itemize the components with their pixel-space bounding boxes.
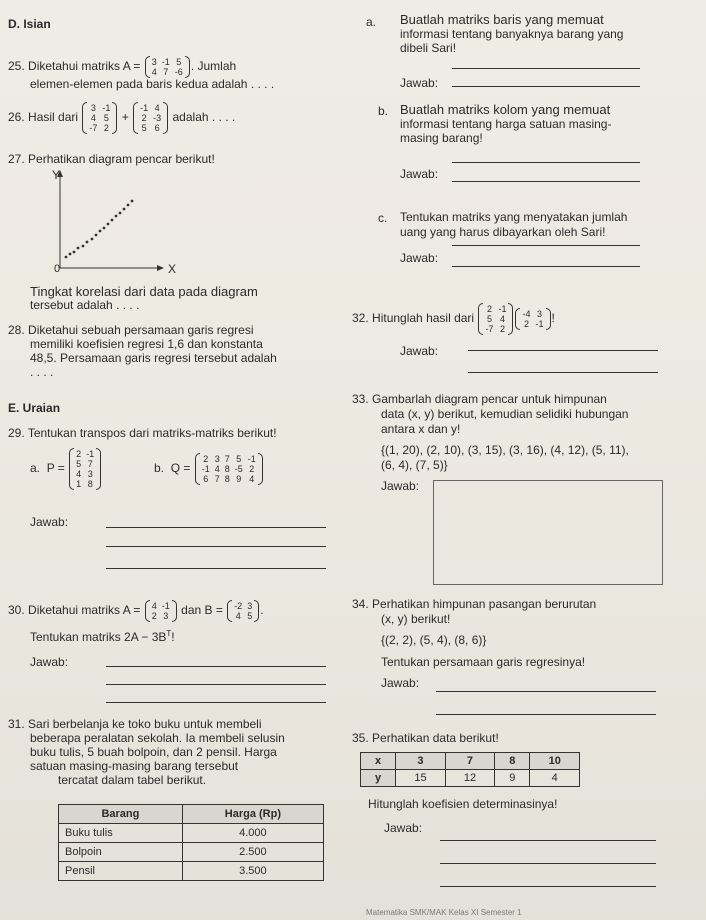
matrix-entry: -2 — [234, 601, 243, 611]
question-33: 33. Gambarlah diagram pencar untuk himpunan — [352, 392, 607, 406]
matrix-entry: 3 — [151, 57, 157, 67]
question-31: 31. Sari berbelanja ke toko buku untuk membeli — [8, 717, 262, 731]
question-34-line2: (x, y) berikut! — [381, 612, 451, 626]
jawab-label-34: Jawab: — [381, 676, 420, 690]
matrix-bracket-right — [258, 453, 263, 485]
cell-y: 9 — [495, 770, 530, 787]
data-table-35 — [360, 752, 580, 787]
question-32: 32. Hitunglah hasil dari 2 -1 5 4 -7 2 -4 3 2 -1 ! — [352, 304, 555, 334]
table-row — [59, 824, 324, 843]
jawab-label-35: Jawab: — [384, 821, 423, 835]
cell-item: Pensil — [59, 862, 183, 881]
question-31-line3: buku tulis, 5 buah bolpoin, dan 2 pensil. Harga — [30, 745, 277, 759]
jawab-label-c: Jawab: — [400, 251, 439, 265]
matrix-2-q32 — [515, 308, 550, 330]
matrix-bracket-right — [172, 600, 177, 622]
matrix-entry: 2 — [249, 464, 255, 474]
matrix-entry: 5 — [236, 454, 242, 464]
question-28-line2: memiliki koefisien regresi 1,6 dan konstanta — [30, 337, 263, 351]
matrix-entry: 4 — [90, 113, 96, 123]
matrix-2-q26 — [133, 102, 168, 134]
jawab-label-29: Jawab: — [30, 515, 69, 529]
answer-line[interactable] — [452, 181, 640, 182]
matrix-entry: -5 — [234, 464, 243, 474]
answer-line[interactable] — [440, 863, 656, 864]
part-c-label: c. — [378, 211, 388, 225]
matrix-entry: 8 — [224, 474, 230, 484]
matrix-q — [195, 453, 263, 485]
question-27-after1: Tingkat korelasi dari data pada diagram — [30, 284, 258, 299]
matrix-entry: 2 — [141, 113, 147, 123]
jawab-label-32: Jawab: — [400, 344, 439, 358]
matrix-entry: 4 — [214, 464, 220, 474]
data-set-34: {(2, 2), (5, 4), (8, 6)} — [381, 633, 487, 647]
matrix-entry: 4 — [151, 601, 157, 611]
matrix-bracket-right — [508, 303, 513, 335]
answer-line[interactable] — [468, 350, 658, 351]
matrix-entry: -1 — [102, 103, 111, 113]
matrix-entry: -4 — [522, 309, 531, 319]
question-25-line2: elemen-elemen pada baris kedua adalah . . . . — [30, 77, 275, 91]
matrix-entry: -7 — [485, 324, 494, 334]
question-25: 25. Diketahui matriks A = 3 -1 5 4 7 -6 . Jumlah — [8, 57, 237, 77]
matrix-entry: -1 — [535, 319, 544, 329]
matrix-a-q30 — [145, 600, 177, 622]
question-35-after: Hitunglah koefisien determinasinya! — [368, 797, 558, 811]
matrix-entry: 1 — [76, 479, 82, 489]
cell-x: 10 — [530, 753, 580, 770]
question-28: 28. Diketahui sebuah persamaan garis regresi — [8, 323, 254, 337]
question-29: 29. Tentukan transpos dari matriks-matriks berikut! — [8, 426, 277, 440]
question-30-line2: Tentukan matriks $2A - 3B^T$! — [30, 629, 175, 644]
part-a-line2: informasi tentang banyaknya barang yang — [400, 27, 624, 41]
matrix-entry: -1 — [247, 454, 256, 464]
matrix-entry: 8 — [224, 464, 230, 474]
part-a-line3: dibeli Sari! — [400, 41, 457, 55]
cell-x: 8 — [495, 753, 530, 770]
table-row-y — [361, 770, 580, 787]
question-33-line2: data (x, y) berikut, kemudian selidiki hubungan — [381, 407, 629, 421]
cell-price: 2.500 — [182, 843, 323, 862]
page-footer: Matematika SMK/MAK Kelas XI Semester 1 — [366, 908, 522, 917]
matrix-b-q30 — [227, 600, 259, 622]
jawab-label-b: Jawab: — [400, 167, 439, 181]
question-33-line3: antara x dan y! — [381, 422, 461, 436]
answer-line[interactable] — [436, 691, 656, 692]
matrix-entry: 5 — [76, 459, 82, 469]
cell-item: Buku tulis — [59, 824, 183, 843]
matrix-bracket-right — [112, 102, 117, 134]
matrix-entry: 5 — [103, 113, 109, 123]
matrix-entry: 7 — [87, 459, 93, 469]
answer-line[interactable] — [106, 527, 326, 528]
section-d-heading: D. Isian — [8, 17, 51, 31]
matrix-entry: -1 — [201, 464, 210, 474]
x-axis-label: X — [168, 262, 177, 276]
section-e-heading: E. Uraian — [8, 401, 61, 415]
matrix-entry: 2 — [203, 454, 209, 464]
answer-line[interactable] — [440, 840, 656, 841]
question-27-after2: tersebut adalah . . . . — [30, 298, 140, 312]
matrix-entry: 3 — [87, 469, 93, 479]
matrix-1-q32 — [478, 303, 513, 335]
table-row — [59, 843, 324, 862]
matrix-entry: 7 — [214, 474, 220, 484]
answer-line[interactable] — [436, 714, 656, 715]
question-28-line4: . . . . — [30, 365, 54, 379]
table-header-row — [59, 805, 324, 824]
cell-price: 3.500 — [182, 862, 323, 881]
column-header: Barang — [59, 805, 183, 824]
matrix-p — [69, 448, 101, 490]
table-row — [59, 862, 324, 881]
question-31-line4: satuan masing-masing barang tersebut — [30, 759, 239, 773]
matrix-entry: 3 — [163, 611, 169, 621]
matrix-bracket-right — [96, 448, 101, 490]
matrix-entry: 6 — [154, 123, 160, 133]
question-29b: b. Q = 2 3 7 5 -1 -1 4 8 -5 2 6 7 8 9 4 — [154, 453, 264, 485]
answer-line[interactable] — [468, 372, 658, 373]
matrix-entry: 2 — [151, 611, 157, 621]
part-b-line2: informasi tentang harga satuan masing- — [400, 117, 612, 131]
part-b-label: b. — [378, 104, 389, 118]
matrix-entry: 5 — [176, 57, 182, 67]
question-30: 30. Diketahui matriks A = 4 -1 2 3 dan B = -2 3 4 5 . — [8, 601, 264, 621]
question-29a: a. P = 2 -1 5 7 4 3 1 8 — [30, 448, 102, 490]
matrix-bracket-right — [254, 600, 259, 622]
matrix-a-q25 — [145, 56, 190, 78]
table-row-x — [361, 753, 580, 770]
cell-y: 15 — [396, 770, 446, 787]
matrix-entry: 4 — [154, 103, 160, 113]
row-header: x — [361, 753, 396, 770]
matrix-entry: 7 — [163, 67, 169, 77]
part-a-label: a. — [366, 15, 377, 29]
matrix-entry: -1 — [86, 449, 95, 459]
cell-y: 12 — [445, 770, 495, 787]
answer-line[interactable] — [452, 86, 640, 87]
matrix-entry: 3 — [536, 309, 542, 319]
matrix-bracket-right — [546, 308, 551, 330]
question-28-line3: 48,5. Persamaan garis regresi tersebut adalah — [30, 351, 277, 365]
matrix-bracket-right — [185, 56, 190, 78]
answer-box[interactable] — [433, 480, 663, 585]
matrix-entry: 4 — [151, 67, 157, 77]
question-31-line5: tercatat dalam tabel berikut. — [58, 773, 207, 787]
question-34-line3: Tentukan persamaan garis regresinya! — [381, 655, 586, 669]
jawab-label-30: Jawab: — [30, 655, 69, 669]
row-header: y — [361, 770, 396, 787]
matrix-entry: 5 — [486, 314, 492, 324]
matrix-entry: 2 — [523, 319, 529, 329]
y-axis-label: Y — [52, 168, 61, 182]
part-c-line2: uang yang harus dibayarkan oleh Sari! — [400, 225, 606, 239]
answer-line[interactable] — [452, 162, 640, 163]
answer-line[interactable] — [452, 245, 640, 246]
question-27: 27. Perhatikan diagram pencar berikut! — [8, 152, 215, 166]
matrix-entry: -3 — [153, 113, 162, 123]
answer-line[interactable] — [452, 266, 640, 267]
answer-line[interactable] — [452, 68, 640, 69]
matrix-entry: 2 — [76, 449, 82, 459]
cell-x: 3 — [396, 753, 446, 770]
answer-line[interactable] — [106, 702, 326, 703]
part-b-line3: masing barang! — [400, 131, 483, 145]
matrix-entry: 4 — [76, 469, 82, 479]
matrix-entry: 8 — [87, 479, 93, 489]
jawab-label-a: Jawab: — [400, 76, 439, 90]
cell-y: 4 — [530, 770, 580, 787]
answer-line[interactable] — [106, 666, 326, 667]
cell-item: Bolpoin — [59, 843, 183, 862]
price-table — [58, 804, 324, 881]
matrix-entry: 7 — [224, 454, 230, 464]
column-header: Harga (Rp) — [182, 805, 323, 824]
matrix-entry: -1 — [140, 103, 149, 113]
jawab-label-33: Jawab: — [381, 479, 420, 493]
question-26: 26. Hasil dari 3 -1 4 5 -7 2 + -1 4 2 -3 5 6 adalah . . . . — [8, 103, 236, 133]
question-34: 34. Perhatikan himpunan pasangan berurutan — [352, 597, 597, 611]
part-b-line1: Buatlah matriks kolom yang memuat — [400, 102, 611, 117]
matrix-entry: 3 — [90, 103, 96, 113]
matrix-entry: -1 — [498, 304, 507, 314]
matrix-entry: -6 — [174, 67, 183, 77]
part-a-line1: Buatlah matriks baris yang memuat — [400, 12, 604, 27]
matrix-entry: 2 — [486, 304, 492, 314]
matrix-entry: 6 — [203, 474, 209, 484]
scatter-points — [65, 200, 134, 259]
cell-x: 7 — [445, 753, 495, 770]
question-35: 35. Perhatikan data berikut! — [352, 731, 499, 745]
matrix-entry: 3 — [247, 601, 253, 611]
cell-price: 4.000 — [182, 824, 323, 843]
matrix-entry: 2 — [499, 324, 505, 334]
origin-label: 0 — [54, 263, 61, 275]
answer-line[interactable] — [106, 568, 326, 569]
answer-line[interactable] — [106, 684, 326, 685]
matrix-entry: -1 — [161, 601, 170, 611]
matrix-entry: -1 — [161, 57, 170, 67]
data-set-33-line2: (6, 4), (7, 5)} — [381, 458, 448, 472]
matrix-entry: 5 — [141, 123, 147, 133]
answer-line[interactable] — [440, 886, 656, 887]
matrix-entry: 3 — [214, 454, 220, 464]
matrix-bracket-right — [163, 102, 168, 134]
matrix-entry: -7 — [89, 123, 98, 133]
matrix-entry: 4 — [499, 314, 505, 324]
part-c-line1: Tentukan matriks yang menyatakan jumlah — [400, 210, 628, 224]
matrix-entry: 4 — [235, 611, 241, 621]
answer-line[interactable] — [106, 546, 326, 547]
data-set-33-line1: {(1, 20), (2, 10), (3, 15), (3, 16), (4, 12), (5, 11), — [381, 443, 629, 457]
matrix-entry: 5 — [247, 611, 253, 621]
matrix-entry: 4 — [249, 474, 255, 484]
matrix-entry: 9 — [236, 474, 242, 484]
matrix-1-q26 — [82, 102, 117, 134]
matrix-entry: 2 — [103, 123, 109, 133]
question-31-line2: beberapa peralatan sekolah. Ia membeli selusin — [30, 731, 285, 745]
